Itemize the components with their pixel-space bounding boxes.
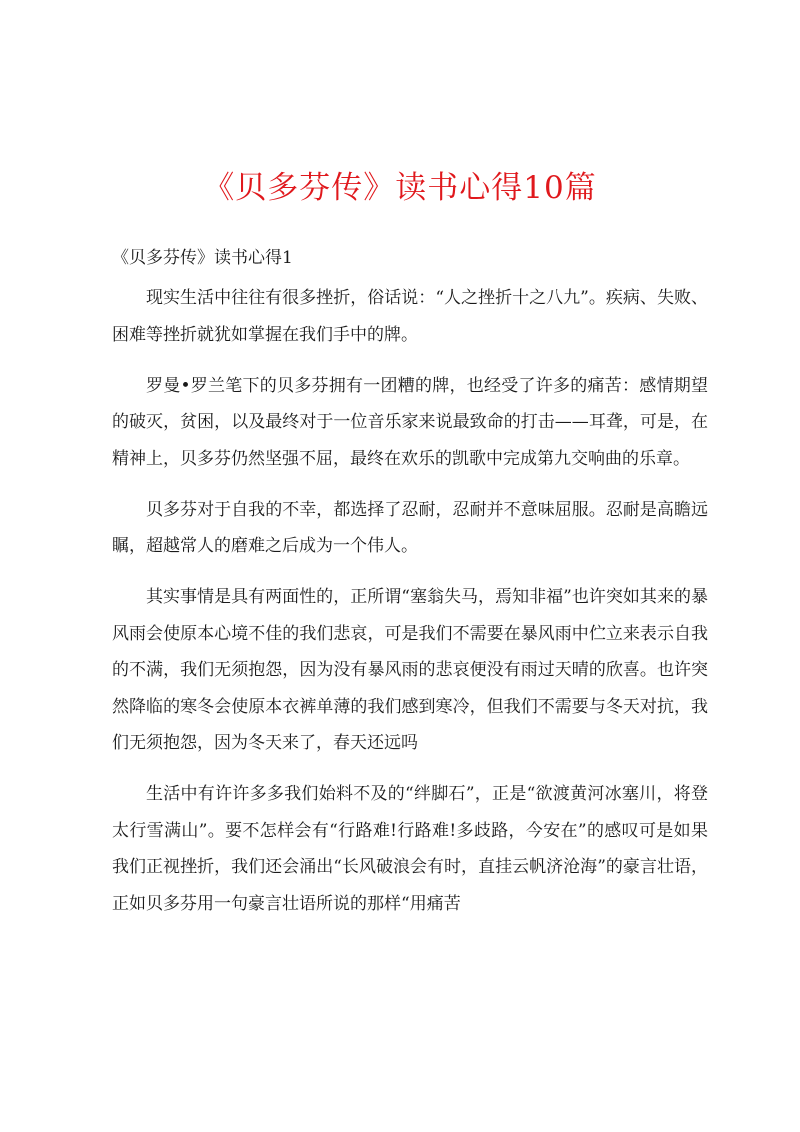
paragraph-3: 贝多芬对于自我的不幸，都选择了忍耐，忍耐并不意味屈服。忍耐是高瞻远瞩，超越常人的磨难之后成为一个伟人。 [112, 499, 708, 556]
section-heading: 《贝多芬传》读书心得1 [112, 248, 293, 268]
document-title: 《贝多芬传》读书心得10篇 [203, 170, 597, 206]
paragraph-4: 其实事情是具有两面性的，正所谓“塞翁失马，焉知非福”也许突如其来的暴风雨会使原本心境不佳的我们悲哀，可是我们不需要在暴风雨中伫立来表示自我的不满，我们无须抱怨，因为没有暴风雨的悲哀便没有雨过天晴的欣喜。也许突然降临的寒冬会使原本衣裤单薄的我们感到寒冷，但我们不需要与冬天对抗，我们无须抱怨，因为冬天来了，春天还远吗 [112, 587, 708, 753]
paragraph-1: 现实生活中往往有很多挫折，俗话说：“人之挫折十之八九”。疾病、失败、困难等挫折就犹如掌握在我们手中的牌。 [112, 288, 708, 345]
article-body [112, 280, 708, 937]
paragraph-5: 生活中有许许多多我们始料不及的“绊脚石”，正是“欲渡黄河冰塞川，将登太行雪满山”。要不怎样会有“行路难!行路难!多歧路，今安在”的感叹可是如果我们正视挫折，我们还会涌出“长风破浪会有时，直挂云帆济沧海”的豪言壮语，正如贝多芬用一句豪言壮语所说的那样“用痛苦 [112, 784, 708, 914]
paragraph-2: 罗曼•罗兰笔下的贝多芬拥有一团糟的牌，也经受了许多的痛苦：感情期望的破灭，贫困，以及最终对于一位音乐家来说最致命的打击——耳聋，可是，在精神上，贝多芬仍然坚强不屈，最终在欢乐的凯歌中完成第九交响曲的乐章。 [112, 375, 708, 469]
